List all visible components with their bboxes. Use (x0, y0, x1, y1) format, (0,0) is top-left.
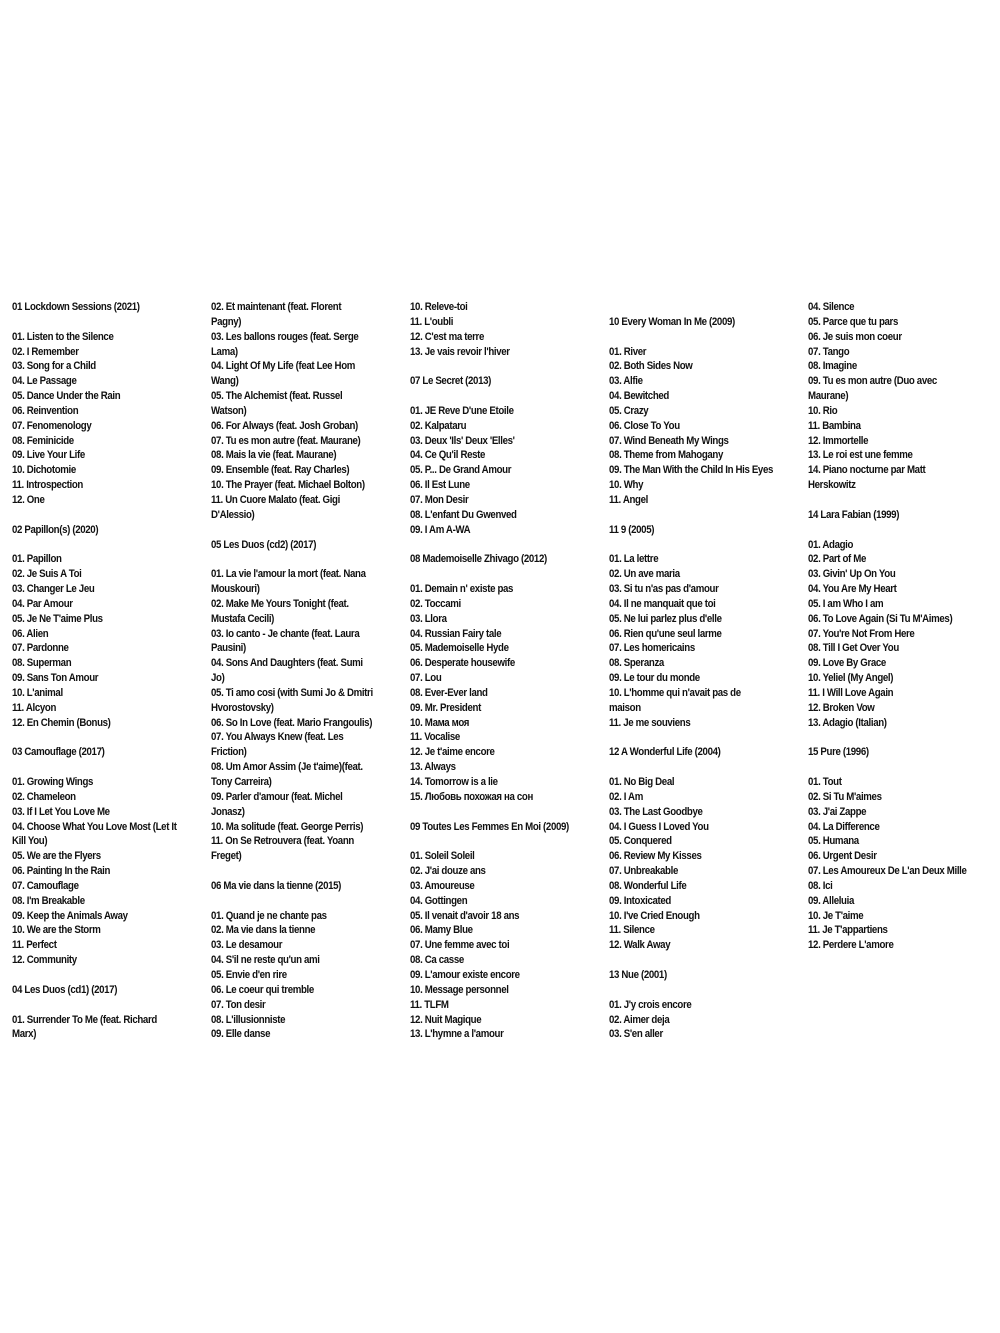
track-line: 06. For Always (feat. Josh Groban) (211, 419, 358, 432)
track-line: 01. Soleil Soleil (410, 850, 475, 863)
track-line: 09. Le tour du monde (609, 672, 700, 685)
track-line: 11. Je me souviens (609, 716, 691, 729)
track-line: 13. Je vais revoir l'hiver (410, 345, 510, 358)
track-line: 08. Imagine (808, 360, 857, 373)
track-line: 03. Io canto - Je chante (feat. Laura (211, 627, 360, 640)
tracklist-column-3 (410, 300, 609, 1042)
track-line: 03. Changer Le Jeu (12, 583, 95, 596)
album-heading: 04 Les Duos (cd1) (2017) (12, 983, 118, 996)
track-line: 10. We are the Storm (12, 924, 101, 937)
track-line: 06. Close To You (609, 419, 680, 432)
blank-line (609, 983, 808, 998)
track-line: 06. Desperate housewife (410, 657, 515, 670)
track-line: 10. Releve-toi (410, 301, 468, 313)
track-line: Freget) (211, 850, 242, 863)
track-line: 06. Le coeur qui tremble (211, 983, 314, 996)
track-line: 02. Je Suis A Toi (12, 568, 82, 581)
blank-line (410, 567, 609, 582)
track-line: 12. Perdere L'amore (808, 939, 894, 952)
track-line: 11. L'oubli (410, 315, 454, 328)
track-line: 09. Sans Ton Amour (12, 672, 99, 685)
track-line: 02. J'ai douze ans (410, 865, 486, 878)
track-line: 08. L'enfant Du Gwenved (410, 508, 517, 521)
track-line: 04. Russian Fairy tale (410, 627, 502, 640)
track-line: 09. Parler d'amour (feat. Michel (211, 790, 343, 803)
track-line: 08. Theme from Mahogany (609, 449, 724, 462)
track-line: 09. Mr. President (410, 701, 481, 714)
track-line: 11. Silence (609, 924, 655, 937)
blank-line (211, 523, 410, 538)
track-line: 03. Givin' Up On You (808, 568, 896, 581)
track-line: 01. Adagio (808, 538, 854, 551)
blank-line (12, 998, 211, 1013)
blank-line (211, 552, 410, 567)
track-line: 04. Bewitched (609, 390, 669, 403)
track-line: 10. L'animal (12, 686, 63, 699)
track-line: 04. Gottingen (410, 894, 468, 907)
track-line: 04. Ce Qu'il Reste (410, 449, 486, 462)
track-line: 06. Rien qu'une seul larme (609, 627, 722, 640)
track-line: 08. Mais la vie (feat. Maurane) (211, 449, 337, 462)
album-heading: 09 Toutes Les Femmes En Moi (2009) (410, 820, 569, 833)
blank-line (12, 730, 211, 745)
track-line: 08. Speranza (609, 657, 664, 670)
track-line: 02. Et maintenant (feat. Florent (211, 301, 342, 313)
track-line: 12. C'est ma terre (410, 330, 484, 343)
track-line: 05. Dance Under the Rain (12, 390, 121, 403)
track-line: 13. Le roi est une femme (808, 449, 913, 462)
album-heading: 02 Papillon(s) (2020) (12, 523, 99, 536)
album-heading: 10 Every Woman In Me (2009) (609, 315, 735, 328)
track-line: Kill You) (12, 835, 48, 848)
track-line: 07. Wind Beneath My Wings (609, 434, 729, 447)
track-line: 09. Alleluia (808, 894, 854, 907)
track-line: 04. S'il ne reste qu'un ami (211, 954, 320, 967)
track-line: 12. En Chemin (Bonus) (12, 716, 111, 729)
track-line: 01. No Big Deal (609, 776, 675, 788)
track-line: Jo) (211, 672, 225, 685)
track-line: Mouskouri) (211, 583, 260, 596)
track-line: 09. Ensemble (feat. Ray Charles) (211, 464, 350, 477)
track-line: 01. Demain n' existe pas (410, 583, 514, 596)
track-line: 03. J'ai Zappe (808, 805, 867, 818)
track-line: 06. Painting In the Rain (12, 865, 111, 878)
track-line: 02. Un ave maria (609, 568, 680, 581)
track-line: 15. Любовь похожая на сон (410, 790, 533, 803)
track-line: 01. La vie l'amour la mort (feat. Nana (211, 568, 366, 581)
track-line: 09. Love By Grace (808, 657, 886, 670)
track-line: 05. The Alchemist (feat. Russel (211, 390, 343, 403)
track-line: 05. I am Who I am (808, 597, 884, 610)
track-line: 10. Rio (808, 404, 838, 417)
blank-line (808, 523, 1000, 538)
track-line: 07. Ton desir (211, 998, 266, 1011)
track-line: 12. Nuit Magique (410, 1013, 482, 1026)
album-heading: 05 Les Duos (cd2) (2017) (211, 538, 317, 551)
track-line: 09. Elle danse (211, 1028, 271, 1041)
track-line: 10. Yeliel (My Angel) (808, 672, 894, 685)
track-line: 04. Il ne manquait que toi (609, 597, 716, 610)
track-line: 07. You're Not From Here (808, 627, 915, 640)
track-line: 02. Make Me Yours Tonight (feat. (211, 597, 349, 610)
track-line: 04. Choose What You Love Most (Let It (12, 820, 177, 833)
blank-line (12, 538, 211, 553)
track-line: 01. Surrender To Me (feat. Richard (12, 1013, 157, 1026)
track-line: 11. Je T'appartiens (808, 924, 888, 937)
blank-line (410, 538, 609, 553)
track-line: 12. Community (12, 954, 77, 967)
tracklist-sheet (12, 300, 992, 1042)
blank-line (808, 493, 1000, 508)
track-line: 07. Fenomenology (12, 419, 92, 432)
track-line: 08. Till I Get Over You (808, 642, 899, 655)
track-line: maison (609, 701, 641, 714)
track-line: D'Alessio) (211, 508, 255, 521)
track-line: 02. Toccami (410, 597, 461, 610)
track-line: Hvorostovsky) (211, 701, 274, 714)
blank-line (808, 730, 1000, 745)
track-line: 03. The Last Goodbye (609, 805, 703, 818)
track-line: 11. Un Cuore Malato (feat. Gigi (211, 493, 340, 506)
track-line: 05. Conquered (609, 835, 672, 848)
track-line: 06. Review My Kisses (609, 850, 702, 863)
track-line: 10. Je T'aime (808, 909, 864, 922)
track-line: 05. Mademoiselle Hyde (410, 642, 509, 655)
tracklist-column-1 (12, 300, 211, 1042)
track-line: 03. Deux 'Ils' Deux 'Elles' (410, 434, 515, 447)
track-line: 04. You Are My Heart (808, 583, 897, 596)
track-line: 09. Intoxicated (609, 894, 671, 907)
track-line: 07. Camouflage (12, 879, 79, 892)
track-line: 05. Crazy (609, 404, 649, 417)
track-line: 12. Immortelle (808, 434, 869, 447)
track-line: 07. Unbreakable (609, 865, 678, 878)
album-heading: 13 Nue (2001) (609, 968, 667, 981)
track-line: 05. We are the Flyers (12, 850, 101, 863)
track-line: 12. Broken Vow (808, 701, 875, 714)
blank-line (609, 330, 808, 345)
track-line: 07. Une femme avec toi (410, 939, 510, 952)
track-line: 09. Keep the Animals Away (12, 909, 128, 922)
track-line: 11. On Se Retrouvera (feat. Yoann (211, 835, 354, 848)
track-line: 04. Silence (808, 301, 855, 313)
blank-line (211, 864, 410, 879)
track-line: 07. Tu es mon autre (feat. Maurane) (211, 434, 361, 447)
track-line: 02. Ma vie dans la tienne (211, 924, 316, 937)
track-line: 02. I Remember (12, 345, 79, 358)
track-line: 01. River (609, 345, 647, 358)
track-line: 10. L'homme qui n'avait pas de (609, 686, 741, 699)
track-line: 07. Les Amoureux De L'an Deux Mille (808, 865, 967, 878)
track-line: 12. One (12, 493, 45, 506)
track-line: 11. Angel (609, 493, 648, 506)
track-line: 06. So In Love (feat. Mario Frangoulis) (211, 716, 373, 729)
album-heading: 08 Mademoiselle Zhivago (2012) (410, 553, 547, 566)
blank-line (609, 953, 808, 968)
blank-line (12, 968, 211, 983)
track-line: 10. Message personnel (410, 983, 509, 996)
track-line: 08. I'm Breakable (12, 894, 85, 907)
track-line: 06. Reinvention (12, 404, 79, 417)
track-line: 06. Il Est Lune (410, 479, 470, 492)
track-line: 14. Piano nocturne par Matt (808, 464, 926, 477)
blank-line (609, 760, 808, 775)
track-line: 06. Je suis mon coeur (808, 330, 902, 343)
track-line: Jonasz) (211, 805, 245, 818)
blank-line (410, 834, 609, 849)
track-line: 07. Mon Desir (410, 493, 469, 506)
track-line: 11. Introspection (12, 479, 83, 492)
track-line: 08. Feminicide (12, 434, 74, 447)
track-line: 06. Mamy Blue (410, 924, 473, 937)
track-line: 10. Ma solitude (feat. George Perris) (211, 820, 364, 833)
blank-line (609, 508, 808, 523)
track-line: 10. Dichotomie (12, 464, 76, 477)
blank-line (410, 359, 609, 374)
track-line: 06. Alien (12, 627, 49, 640)
track-line: 09. Live Your Life (12, 449, 85, 462)
track-line: 10. Why (609, 479, 644, 492)
track-line: 01. Growing Wings (12, 776, 94, 788)
track-line: 09. The Man With the Child In His Eyes (609, 464, 774, 477)
track-line: 10. The Prayer (feat. Michael Bolton) (211, 479, 365, 492)
track-line: 05. Parce que tu pars (808, 315, 898, 328)
track-line: 04. La Difference (808, 820, 880, 833)
track-line: 07. Tango (808, 345, 850, 358)
track-line: 02. I Am (609, 790, 643, 803)
tracklist-column-5 (808, 300, 1000, 1042)
track-line: 02. Kalpataru (410, 419, 467, 432)
album-heading: 11 9 (2005) (609, 523, 655, 536)
track-line: Pagny) (211, 315, 242, 328)
track-line: 09. I Am A-WA (410, 523, 471, 536)
track-line: 02. Aimer deja (609, 1013, 670, 1026)
track-line: 11. Bambina (808, 419, 861, 432)
blank-line (211, 894, 410, 909)
track-line: 07. Pardonne (12, 642, 69, 655)
track-line: 06. Urgent Desir (808, 850, 877, 863)
track-line: 01. Tout (808, 776, 842, 788)
track-line: 10. Мама моя (410, 716, 470, 729)
track-line: 04. Le Passage (12, 375, 77, 388)
blank-line (609, 538, 808, 553)
track-line: 09. L'amour existe encore (410, 968, 520, 981)
track-line: 04. I Guess I Loved You (609, 820, 709, 833)
track-line: 13. Adagio (Italian) (808, 716, 887, 729)
track-line: 02. Chameleon (12, 790, 76, 803)
track-line: 04. Par Amour (12, 597, 73, 610)
track-line: 12. Je t'aime encore (410, 746, 495, 759)
track-line: Marx) (12, 1028, 37, 1041)
track-line: 09. Tu es mon autre (Duo avec (808, 375, 937, 388)
track-line: 02. Part of Me (808, 553, 867, 566)
track-line: 03. Llora (410, 612, 447, 625)
track-line: 01. Papillon (12, 553, 62, 566)
track-line: 07. Les homericains (609, 642, 695, 655)
album-heading: 14 Lara Fabian (1999) (808, 508, 900, 521)
track-line: 01. Quand je ne chante pas (211, 909, 327, 922)
track-line: 01. J'y crois encore (609, 998, 692, 1011)
track-line: 03. Si tu n'as pas d'amour (609, 583, 719, 596)
track-line: 08. Ever-Ever land (410, 686, 488, 699)
tracklist-column-2 (211, 300, 410, 1042)
blank-line (410, 389, 609, 404)
track-line: 08. L'illusionniste (211, 1013, 286, 1026)
blank-line (808, 760, 1000, 775)
track-line: 10. I've Cried Enough (609, 909, 700, 922)
track-line: 07. Lou (410, 672, 442, 685)
track-line: 01. La lettre (609, 553, 659, 566)
album-heading: 03 Camouflage (2017) (12, 746, 105, 759)
track-line: 05. Je Ne T'aime Plus (12, 612, 103, 625)
track-line: 03. Song for a Child (12, 360, 96, 373)
track-line: 11. TLFM (410, 998, 449, 1011)
track-line: Lama) (211, 345, 238, 358)
track-line: Mustafa Cecili) (211, 612, 275, 625)
track-line: 04. Sons And Daughters (feat. Sumi (211, 657, 363, 670)
track-line: Maurane) (808, 390, 849, 403)
track-line: 11. Vocalise (410, 731, 460, 744)
album-heading: 06 Ma vie dans la tienne (2015) (211, 879, 342, 892)
track-line: 08. Wonderful Life (609, 879, 687, 892)
track-line: 08. Superman (12, 657, 72, 670)
track-line: Friction) (211, 746, 247, 759)
track-line: 08. Ca casse (410, 954, 464, 967)
track-line: 06. To Love Again (Si Tu M'Aimes) (808, 612, 953, 625)
track-line: 02. Si Tu M'aimes (808, 790, 882, 803)
track-line: 05. Humana (808, 835, 859, 848)
track-line: 05. Il venait d'avoir 18 ans (410, 909, 520, 922)
track-line: 05. Envie d'en rire (211, 968, 287, 981)
track-line: 14. Tomorrow is a lie (410, 776, 498, 788)
track-line: 05. Ti amo cosi (with Sumi Jo & Dmitri (211, 686, 373, 699)
blank-line (12, 315, 211, 330)
album-heading: 12 A Wonderful Life (2004) (609, 746, 721, 759)
track-line: 07. You Always Knew (feat. Les (211, 731, 344, 744)
blank-line (12, 508, 211, 523)
blank-line (609, 300, 808, 315)
track-line: 03. Alfie (609, 375, 643, 388)
blank-line (12, 760, 211, 775)
track-line: Wang) (211, 375, 239, 388)
track-line: 01. Listen to the Silence (12, 330, 114, 343)
track-line: 01. JE Reve D'une Etoile (410, 404, 514, 417)
track-line: Herskowitz (808, 479, 856, 492)
track-line: 03. Amoureuse (410, 879, 475, 892)
blank-line (609, 730, 808, 745)
track-line: 11. I Will Love Again (808, 686, 894, 699)
blank-line (410, 805, 609, 820)
album-heading: 01 Lockdown Sessions (2021) (12, 301, 140, 313)
tracklist-column-4 (609, 300, 808, 1042)
track-line: 03. If I Let You Love Me (12, 805, 110, 818)
track-line: 13. Always (410, 761, 456, 774)
track-line: 03. Le desamour (211, 939, 283, 952)
track-line: 03. S'en aller (609, 1028, 663, 1041)
track-line: Pausini) (211, 642, 246, 655)
track-line: 13. L'hymne a l'amour (410, 1028, 504, 1041)
track-line: Tony Carreira) (211, 776, 272, 788)
track-line: 05. Ne lui parlez plus d'elle (609, 612, 722, 625)
track-line: 04. Light Of My Life (feat Lee Hom (211, 360, 356, 373)
track-line: 11. Alcyon (12, 701, 57, 714)
track-line: 08. Ici (808, 879, 833, 892)
track-line: 05. P... De Grand Amour (410, 464, 512, 477)
track-line: 02. Both Sides Now (609, 360, 693, 373)
track-line: Watson) (211, 404, 247, 417)
track-line: 03. Les ballons rouges (feat. Serge (211, 330, 359, 343)
track-line: 08. Um Amor Assim (Je t'aime)(feat. (211, 761, 363, 774)
album-heading: 07 Le Secret (2013) (410, 375, 492, 388)
track-line: 11. Perfect (12, 939, 57, 952)
album-heading: 15 Pure (1996) (808, 746, 869, 759)
track-line: 12. Walk Away (609, 939, 671, 952)
